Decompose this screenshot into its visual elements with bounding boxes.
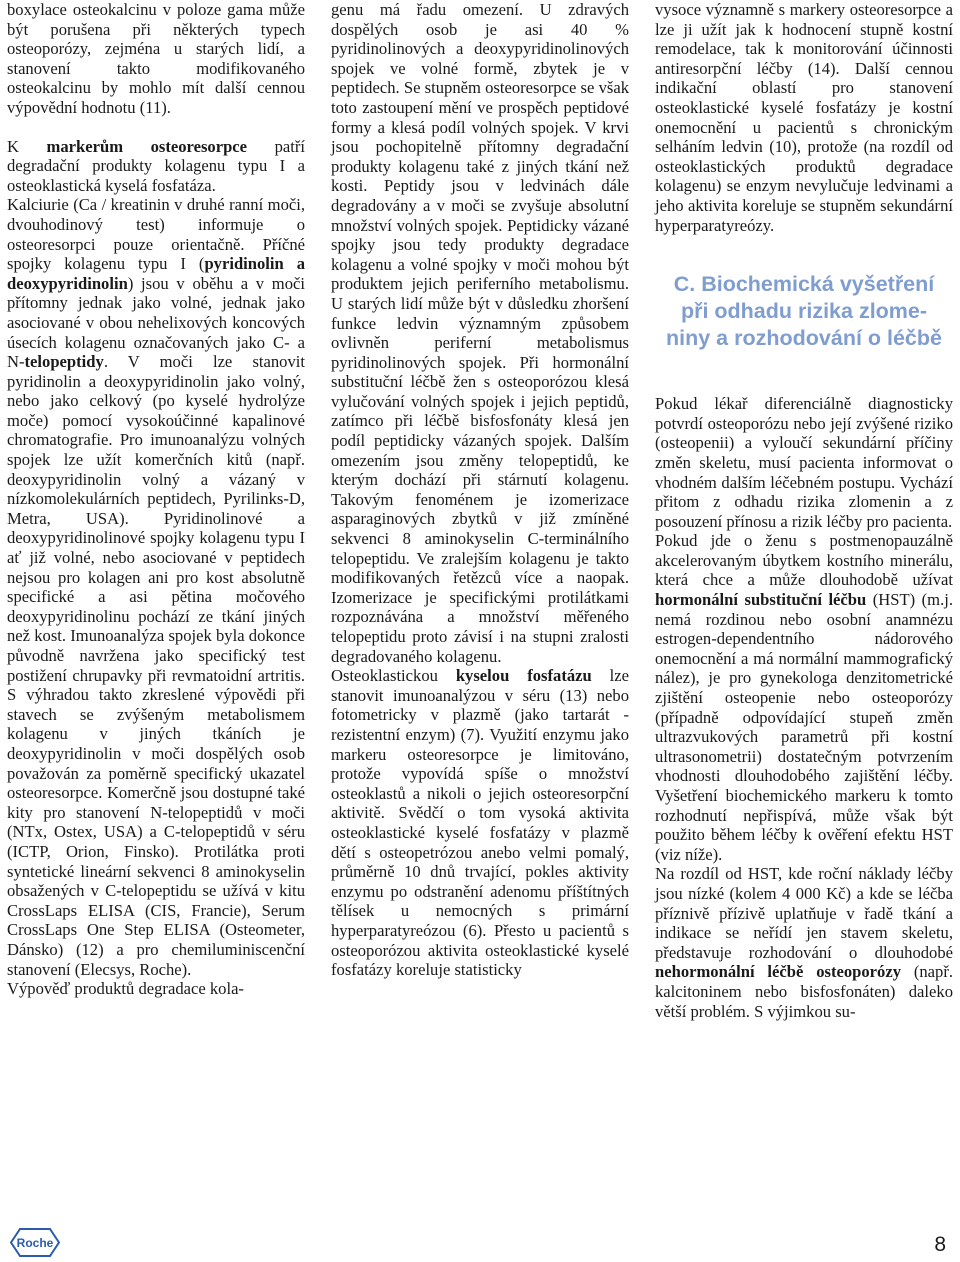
text-run: . V moči lze stanovit pyridinolin a deoxypyridinolin jako volný, nebo jako celkový (po kyselé hydrolýze moče) pomocí vysokoúčinné kapalinové chromatografie. Pro imunoanalýzu volných spojek lze užít komerčních kitů (např. deoxypyridinolin volný a vázaný v nízkomolekulárních peptidech, Pyrilinks-D, Metra, USA). Pyridinolinové a deoxypyridinolinové spojky kolagenu typu I ať již volné, nebo asociované v peptidech nejsou pro kolagen ani pro kost absolutně specifické a asi pětina močového deoxypyridinolinu pochází ze tkání jiných než kost. Imunoanalýza spojek byla dokonce původně navržena jako specifický test postižení chrupavky při revmatoidní artritis. S výhradou takto zkreslené výpovědi při stavech se zvýšeným metabolismem kolagenu v jiných tkáních je deoxypyridinolin v moči dospělých osob považován za poměrně specifický ukazatel osteoresorpce. Komerčně jsou dostupné také kity pro stanovení N-telopeptidů v moči (NTx, Ostex, USA) a C-telopeptidů v séru (ICTP, Orion, Finsko). Protilátka proti syntetické lineární sekvenci 8 aminokyselin obsažených v C-telopeptidu se užívá v kitu CrossLaps ELISA (CIS, Francie), Serum CrossLaps One Step ELISA (Osteometer, Dánsko) (12) a pro chemiluminiscenční stanovení (Elecsys, Roche). [7, 352, 305, 979]
text-run: ) jsou v oběhu a v moči přítomny jednak jako volné, jednak jako asociované v obou nehelixových koncových úsecích kolagenu označovaných jako C- a N- [7, 273, 305, 372]
heading-line: C. Biochemická vyšetření [673, 272, 935, 297]
text-run: Kalciurie (Ca / kreatinin v druhé ranní moči, dvouhodinový test) informuje o osteoresorpci pouze orientačně. Příčné spojky kolagenu typu I ( [7, 195, 305, 274]
paragraph: vysoce významně s markery osteoresorpce a lze ji užít jak k hodnocení stupně kostní remodelace, tak k monitorování účinnosti antiresorpční léčby (14). Další cennou indikační oblastí pro stanovení osteoklastické kyselé fosfatázy je kostní onemocnění u pacientů s chronickým selháním ledvin (10), protože (na rozdíl od osteoklastických produktů degradace kolagenu) se enzym nevylučuje ledvinami a jeho aktivita koreluje se stupněm sekundární hyperparatyreózy. [655, 0, 953, 235]
paragraph: Pokud lékař diferenciálně diagnosticky potvrdí osteoporózu nebo její zvýšené riziko (osteopenii) a vyloučí sekundární příčiny změn skeletu, musí pacienta informovat o vhodném dalším léčebném postupu. Vychází přitom z odhadu rizika zlomenin a z posouzení přínosu a rizik léčby pro pacienta. [655, 394, 953, 531]
bold-term: markerům osteoresorpce [46, 136, 248, 156]
page-number: 8 [934, 1233, 946, 1256]
paragraph [7, 195, 305, 979]
paragraph: boxylace osteokalcinu v poloze gama může být porušena při některých typech osteoporózy, zejména u starých lidí, a stanovení takto modifikovaného osteokalcinu by mohlo mít další cennou výpovědní hodnotu (11). [7, 0, 305, 117]
bold-term: kyselou fosfatázu [455, 666, 592, 686]
text-column-1 [7, 0, 305, 999]
bold-term: hormonální substituční léčbu [655, 590, 867, 610]
heading-line: při odhadu rizika zlome- [680, 299, 928, 324]
paragraph [655, 864, 953, 1021]
text-run: Pokud jde o ženu s postmenopauzálně akcelerovaným úbytkem kostního minerálu, která chce a může dlouhodobě užívat [655, 531, 953, 590]
text-run: lze stanovit imunoanalýzou v séru (13) nebo fotometricky v plazmě (jako tartarát - rezistentní enzym) (7). Využití enzymu jako markeru osteoresorpce je limitováno, protože vypovídá spíše o množství osteoklastů a nikoli o jejich osteoresorpční aktivitě. Svědčí o tom vysoká aktivita osteoklastické kyselé fosfatázy v plazmě dětí s osteopetrózou anebo velmi pomalý, průměrně 10 dnů trvající, pokles aktivity enzymu po odstranění adenomu příštítných tělísek u nemocných s primární hyperparatyreózou (6). Přesto u pacientů s osteoporózou aktivita osteoklastické kyselé fosfatázy koreluje statisticky [331, 666, 629, 980]
text-run: (např. kalcitoninem nebo bisfosfonáten) daleko větší problém. S výjimkou su- [655, 962, 954, 1021]
paragraph: Výpověď produktů degradace kola- [7, 979, 244, 999]
paragraph [331, 666, 629, 980]
text-column-3 [655, 0, 953, 1021]
bold-term: telopeptidy [24, 352, 104, 372]
bold-term: pyridinolin a deoxypyridinolin [7, 254, 305, 293]
text-run: Osteoklastickou [331, 666, 456, 686]
text-run: K [7, 136, 47, 156]
section-heading [655, 271, 953, 352]
text-run: (HST) (m.j. nemá rozdinou nebo osobní anamnézu estrogen-dependentního nádorového onemocnění a má normální mammografický nález), je pro gynekologa denzitometrické zjištění osteopenie nebo osteoporózy (případně odpovídající stupeň změn ultrazvukových parametrů při kostní ultrasonometrii) dostatečným potvrzením vhodnosti dlouhodobého zajištění léčby. Vyšetření biochemického markeru k tomto rozhodnutí nepřispívá, může však být použito během léčby k ověření efektu HST (viz níže). [655, 590, 953, 864]
bold-term: nehormonální léčbě osteoporózy [655, 962, 901, 982]
text-run: Na rozdíl od HST, kde roční náklady léčby jsou nízké (kolem 4 000 Kč) a kde se léčba příznivě přízivě uplatňuje v řadě tkání a indikace se neřídí jen stavem skeletu, představuje rozhodování o dlouhodobé [655, 864, 953, 962]
text-column-2 [331, 0, 629, 980]
heading-line: niny a rozhodování o léčbě [666, 326, 942, 351]
paragraph [655, 531, 953, 864]
paragraph: genu má řadu omezení. U zdravých dospělých osob je asi 40 % pyridinolinových a deoxypyridinolinových spojek ve volné formě, zbytek je v peptidech. Se stupněm osteoresorpce se však toto zastoupení mění ve prospěch peptidové formy a klesá podíl volných spojek. V krvi jsou pochopitelně přítomny degradační produkty kolagenu také z jiných tkání než kosti. Peptidy jsou v ledvinách dále degradovány a v moči se zvyšuje absolutní množství volných spojek. Peptidicky vázané spojky jsou tedy produkty degradace kolagenu a volné spojky v moči mohou být produktem jejich periferního metabolismu. U starých lidí může být v důsledku zhoršení funkce ledvin významným způsobem ovlivněn periferní metabolismus pyridinolinových spojek. Při hormonální substituční léčbě žen s osteoporózou klesá vylučování volných spojek i jejich peptidů, zatímco při léčbě bisfosfonáty klesá jen podíl peptidicky vázaných spojek. Dalším omezením jsou změny telopeptidů, ke kterým dochází při stárnutí kolagenu. Takovým fenoménem je izomerizace asparaginových zbytků v již zmíněné sekvenci 8 aminokyselin C-terminálního telopeptidu. Ve zralejším kolagenu je takto modifikovaných řetězců více a naopak. Izomerizace je specifickými protilátkami rozpoznávána a množství měřeného telopeptidu proto závisí i na stupni zralosti degradovaného kolagenu. [331, 0, 629, 666]
logo-text: Roche [16, 1236, 54, 1250]
text-run: patří degradační produkty kolagenu typu I a osteoklastická kyselá fosfatáza. [7, 136, 305, 195]
paragraph [7, 137, 305, 196]
roche-logo [10, 1228, 60, 1257]
